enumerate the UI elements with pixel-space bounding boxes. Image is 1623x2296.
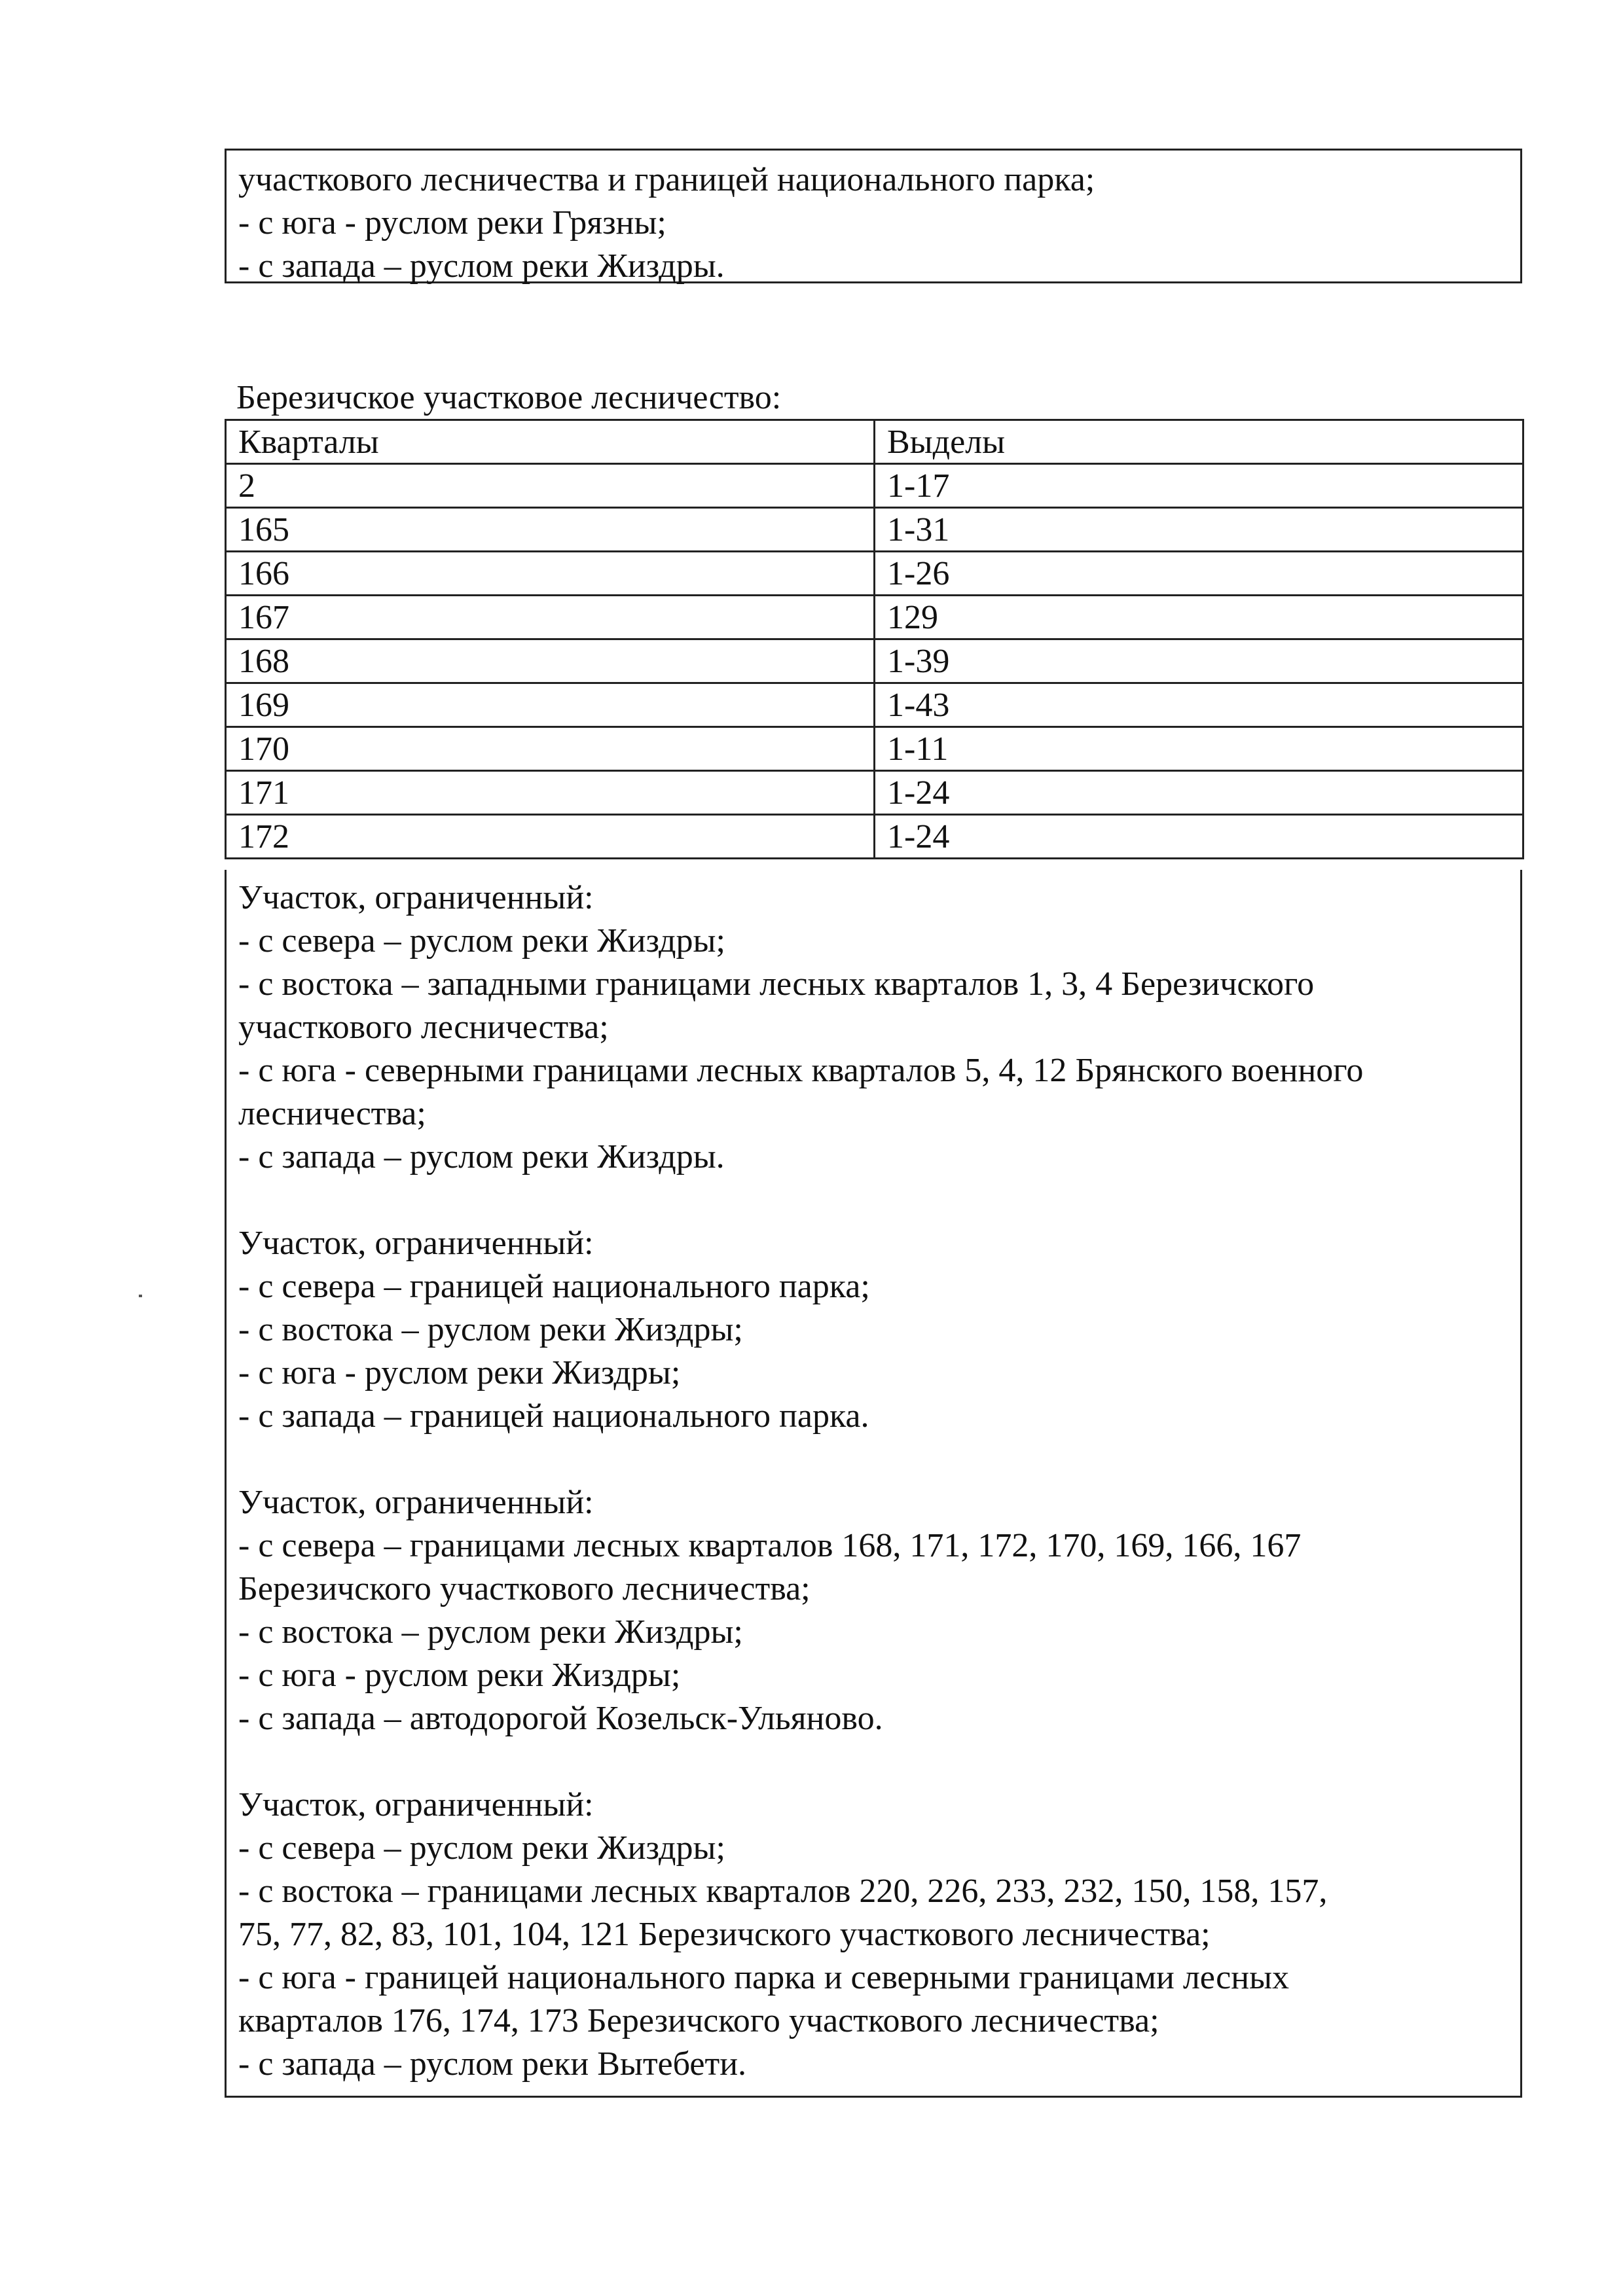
allotment-cell: 1-43 [875, 683, 1523, 727]
table-row [226, 727, 1523, 771]
paragraph-line: Участок, ограниченный: [238, 1484, 594, 1521]
column-header-quarters: Кварталы [226, 420, 875, 464]
paragraph-line: - с севера – границей национального парка; [238, 1268, 870, 1305]
table-header-row [226, 420, 1523, 464]
paragraph-line: лесничества; [238, 1095, 426, 1132]
quarter-cell: 170 [226, 727, 875, 771]
boundary-paragraph [238, 1784, 1508, 2086]
continuation-line: - с юга - руслом реки Грязны; [238, 204, 666, 242]
quarter-cell: 168 [226, 639, 875, 683]
table-row [226, 639, 1523, 683]
paragraph-line: Участок, ограниченный: [238, 1225, 594, 1262]
table-row [226, 815, 1523, 859]
paragraph-line: 75, 77, 82, 83, 101, 104, 121 Березичского участкового лесничества; [238, 1916, 1211, 1953]
paragraph-line: кварталов 176, 174, 173 Березичского участкового лесничества; [238, 2002, 1159, 2039]
continuation-box [225, 149, 1522, 283]
paragraph-line: - с запада – автодорогой Козельск-Ульяново. [238, 1700, 883, 1737]
boundary-paragraph [238, 876, 1508, 1179]
boundary-paragraph [238, 1481, 1508, 1740]
quarter-cell: 172 [226, 815, 875, 859]
quarters-table-wrap [225, 419, 1522, 859]
table-row [226, 771, 1523, 815]
paragraph-line: - с востока – границами лесных кварталов 220, 226, 233, 232, 150, 158, 157, [238, 1873, 1328, 1910]
quarter-cell: 169 [226, 683, 875, 727]
paragraph-line: - с юга - северными границами лесных кварталов 5, 4, 12 Брянского военного [238, 1052, 1364, 1089]
quarter-cell: 171 [226, 771, 875, 815]
table-row [226, 552, 1523, 596]
allotment-cell: 1-39 [875, 639, 1523, 683]
allotment-cell: 1-26 [875, 552, 1523, 596]
quarter-cell: 2 [226, 464, 875, 508]
quarter-cell: 165 [226, 508, 875, 552]
continuation-line: участкового лесничества и границей национального парка; [238, 161, 1095, 198]
paragraph-line: Березичского участкового лесничества; [238, 1570, 811, 1607]
table-row [226, 508, 1523, 552]
paragraph-line: Участок, ограниченный: [238, 879, 594, 916]
boundary-paragraph [238, 1222, 1508, 1438]
paragraph-line: - с запада – границей национального парка. [238, 1397, 869, 1435]
allotment-cell: 1-24 [875, 815, 1523, 859]
paragraph-line: - с севера – руслом реки Жиздры; [238, 1829, 725, 1867]
paragraph-line: - с юга - руслом реки Жиздры; [238, 1354, 681, 1391]
paragraph-line: участкового лесничества; [238, 1009, 609, 1046]
allotment-cell: 1-11 [875, 727, 1523, 771]
allotment-cell: 1-17 [875, 464, 1523, 508]
paragraph-line: - с запада – руслом реки Вытебети. [238, 2045, 747, 2083]
table-row [226, 683, 1523, 727]
paragraph-line: - с востока – западными границами лесных кварталов 1, 3, 4 Березичского [238, 965, 1315, 1003]
quarter-cell: 166 [226, 552, 875, 596]
quarter-cell: 167 [226, 596, 875, 639]
paragraph-line: - с севера – границами лесных кварталов 168, 171, 172, 170, 169, 166, 167 [238, 1527, 1302, 1564]
paragraph-line: - с запада – руслом реки Жиздры. [238, 1138, 725, 1175]
paragraph-line: - с юга - границей национального парка и северными границами лесных [238, 1959, 1290, 1996]
paragraph-line: Участок, ограниченный: [238, 1786, 594, 1823]
paragraph-line: - с юга - руслом реки Жиздры; [238, 1657, 681, 1694]
boundary-description-box [225, 870, 1522, 2098]
column-header-allotments: Выделы [875, 420, 1523, 464]
allotment-cell: 1-24 [875, 771, 1523, 815]
scan-speck [139, 1295, 142, 1297]
paragraph-line: - с востока – руслом реки Жиздры; [238, 1613, 743, 1651]
section-heading: Березичское участковое лесничество: [236, 379, 782, 416]
paragraph-line: - с востока – руслом реки Жиздры; [238, 1311, 743, 1348]
table-row [226, 596, 1523, 639]
allotment-cell: 1-31 [875, 508, 1523, 552]
continuation-line: - с запада – руслом реки Жиздры. [238, 247, 725, 285]
allotment-cell: 129 [875, 596, 1523, 639]
paragraph-line: - с севера – руслом реки Жиздры; [238, 922, 725, 960]
quarters-table [225, 419, 1524, 859]
table-row [226, 464, 1523, 508]
